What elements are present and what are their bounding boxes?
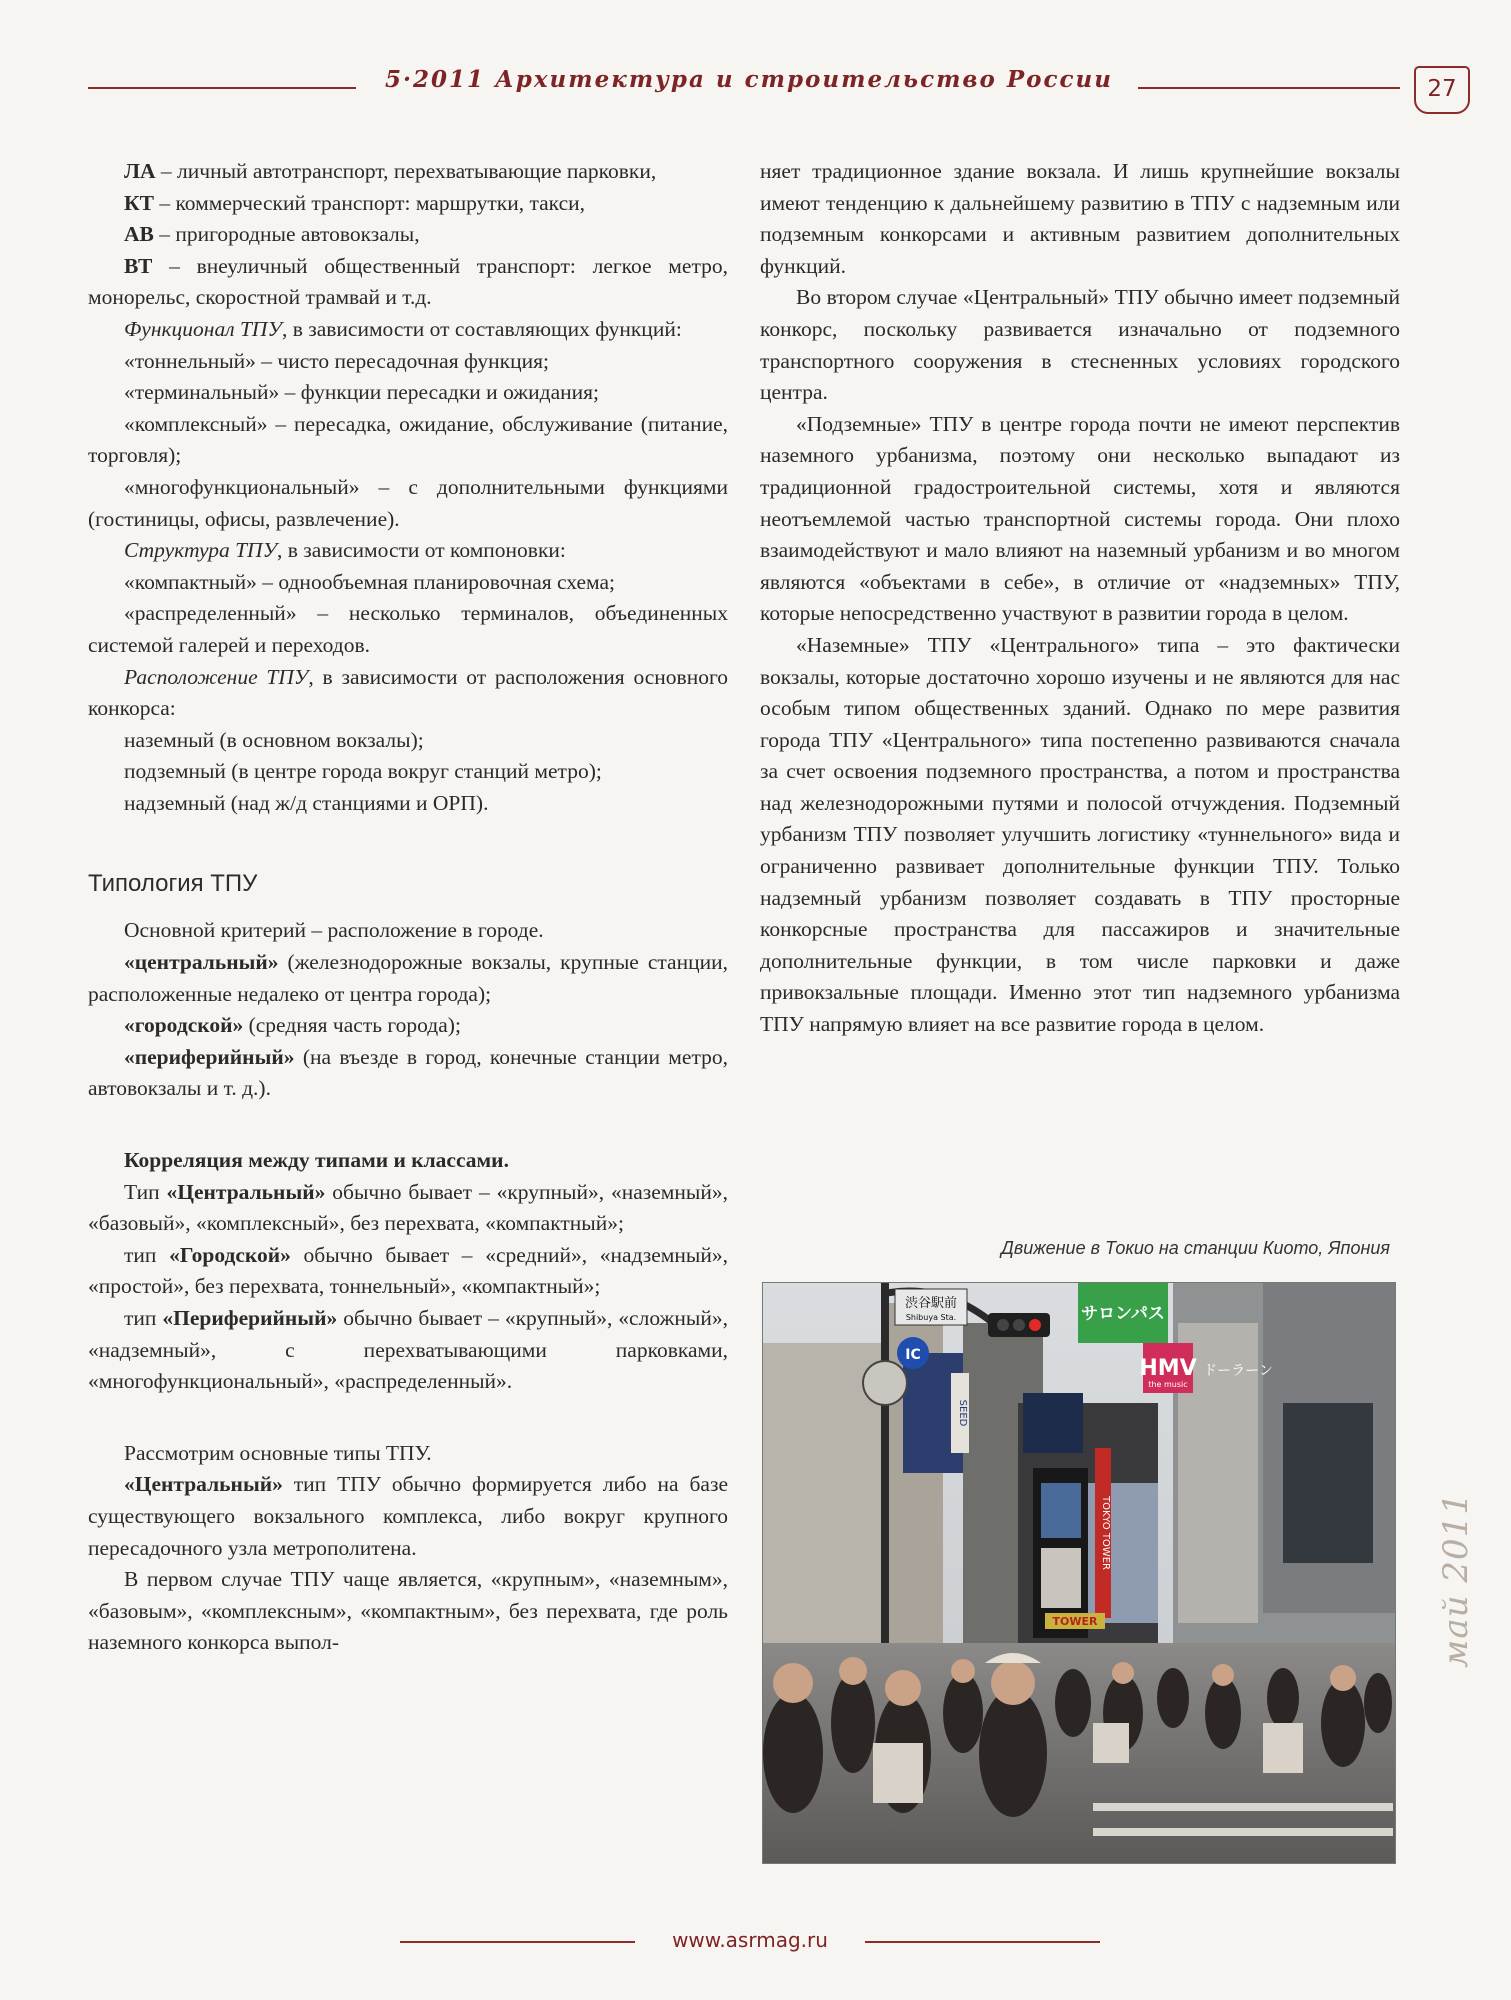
street-photo [762,1282,1396,1864]
sign-hmv-sub: the music [1148,1380,1188,1389]
sign-salonpas: サロンパス [1081,1304,1165,1324]
functional-item: «многофункциональный» – с дополнительными функциями (гостиницы, офисы, развлечение). [88,474,728,531]
location-item: наземный (в основном вокзалы); [124,727,424,752]
typology-item: «центральный» (железнодорожные вокзалы, крупные станции, расположенные недалеко от центра города); [88,950,728,1006]
typology-item: «периферийный» (на въезде в город, конечные станции метро, автовокзалы и т. д.). [88,1044,728,1101]
spacer [88,819,728,859]
spacer [88,1105,728,1145]
functional-item: «тоннельный» – чисто пересадочная функция; [124,348,549,373]
correlation-item: тип «Периферийный» обычно бывает – «крупный», «сложный», «надземный», с перехватывающими парковками, «многофункциональный», «распределенный». [88,1306,728,1394]
abbr-la: ЛА – личный автотранспорт, перехватывающие парковки, [124,159,657,183]
typology-intro: Основной критерий – расположение в городе. [124,918,544,943]
sign-station-jp: 渋谷駅前 [904,1296,958,1311]
main-types-intro: Рассмотрим основные типы ТПУ. [124,1440,432,1465]
correlation-item: тип «Городской» обычно бывает – «средний», «надземный», «простой», без перехвата, тоннельный», «компактный»; [88,1242,728,1299]
paragraph: «Подземные» ТПУ в центре города почти не имеют перспектив наземного урбанизма, поэтому они несколько выпадают из традиционной градостроительной системы, хотя и являются неотъемлемой частью транспортной системы города. Они плохо взаимодействуют и мало влияют на наземный урбанизм и во многом являются «объектами в себе», в отличие от «надземных» ТПУ, которые непосредственно участвуют в развитии города в целом. [760,411,1400,626]
magazine-title: 5·2011 Архитектура и строительство России [385,66,1113,93]
sign-tower-records: TOWER [1052,1615,1098,1628]
side-date: май 2011 [1436,1492,1476,1668]
correlation-item: Тип «Центральный» обычно бывает – «крупный», «наземный», «базовый», «комплексный», без перехвата, «компактный»; [88,1179,728,1236]
footer-rule-left [400,1941,635,1943]
paragraph-continuation: няет традиционное здание вокзала. И лишь крупнейшие вокзалы имеют тенденцию к дальнейшему развитию в ТПУ с надземным или подземным конкорсами и активным развитием дополнительных функций. [760,159,1400,278]
page-number: 27 [1414,66,1470,114]
sign-jp-right: ドーラーン [1203,1363,1273,1379]
main-types-p2: В первом случае ТПУ чаще является, «крупным», «наземным», «базовым», «комплексным», «компактным», без перехвата, где роль наземного конкорса выпол- [88,1567,728,1655]
functional-item: «терминальный» – функции пересадки и ожидания; [124,380,599,405]
left-column [88,156,728,1659]
sign-station-romaji: Shibuya Sta. [905,1313,957,1322]
sign-ic: IC [905,1347,921,1363]
main-types-p1: «Центральный» тип ТПУ обычно формируется либо на базе существующего вокзального комплекса, либо вокруг крупного пересадочного узла метрополитена. [88,1472,728,1560]
abbr-vt: ВТ – внеуличный общественный транспорт: легкое метро, монорельс, скоростной трамвай и т.д. [88,253,728,310]
photo-caption: Движение в Токио на станции Киото, Япония [1001,1238,1390,1258]
functional-intro: Функционал ТПУ, в зависимости от составляющих функций: [124,316,682,341]
footer-rule-right [865,1941,1100,1943]
section-heading-typology: Типология ТПУ [88,870,258,898]
paragraph: Во втором случае «Центральный» ТПУ обычно имеет подземный конкорс, поскольку развивается изначально от подземного транспортного сооружения в стесненных условиях городского центра. [760,285,1400,405]
header-rule-left [88,87,356,89]
sign-seed: SEED [957,1399,968,1427]
location-intro: Расположение ТПУ, в зависимости от расположения основного конкорса: [88,664,728,721]
spacer [88,1398,728,1438]
right-column [760,156,1400,1041]
abbr-av: АВ – пригородные автовокзалы, [124,222,420,247]
sign-hmv: HMV [1139,1356,1197,1381]
location-item: подземный (в центре города вокруг станций метро); [124,759,602,784]
abbr-kt: КТ – коммерческий транспорт: маршрутки, такси, [124,190,585,215]
structure-item: «распределенный» – несколько терминалов, объединенных системой галерей и переходов. [88,601,728,657]
location-item: надземный (над ж/д станциями и ОРП). [124,790,489,815]
sign-tokyo-tower: TOKYO TOWER [1100,1496,1111,1570]
header-rule-right [1138,87,1400,89]
structure-intro: Структура ТПУ, в зависимости от компоновки: [124,538,566,563]
correlation-heading: Корреляция между типами и классами. [124,1148,509,1173]
functional-item: «комплексный» – пересадка, ожидание, обслуживание (питание, торговля); [88,411,728,468]
footer-url[interactable]: www.asrmag.ru [672,1928,828,1952]
paragraph: «Наземные» ТПУ «Центрального» типа – это фактически вокзалы, которые достаточно хорошо изучены и не являются для нас особым типом общественных зданий. Однако по мере развития города ТПУ «Центрального» типа постепенно развиваются сначала за счет освоения подземного пространства, а потом и пространства над железнодорожными путями и полосой отчуждения. Подземный урбанизм ТПУ позволяет улучшить логистику «туннельного» вида и ограниченно развивает дополнительные функции ТПУ. Только надземный урбанизм позволяет создавать в ТПУ просторные конкорсные пространства для пассажиров и значительные дополнительные функции, в том числе парковки и даже привокзальные площади. Именно этот тип надземного урбанизма ТПУ напрямую влияет на все развитие города в целом. [760,632,1400,1037]
typology-item: «городской» (средняя часть города); [124,1013,461,1038]
street-photo-illustration [763,1283,1395,1863]
spacer [88,907,728,915]
structure-item: «компактный» – однообъемная планировочная схема; [124,569,616,594]
